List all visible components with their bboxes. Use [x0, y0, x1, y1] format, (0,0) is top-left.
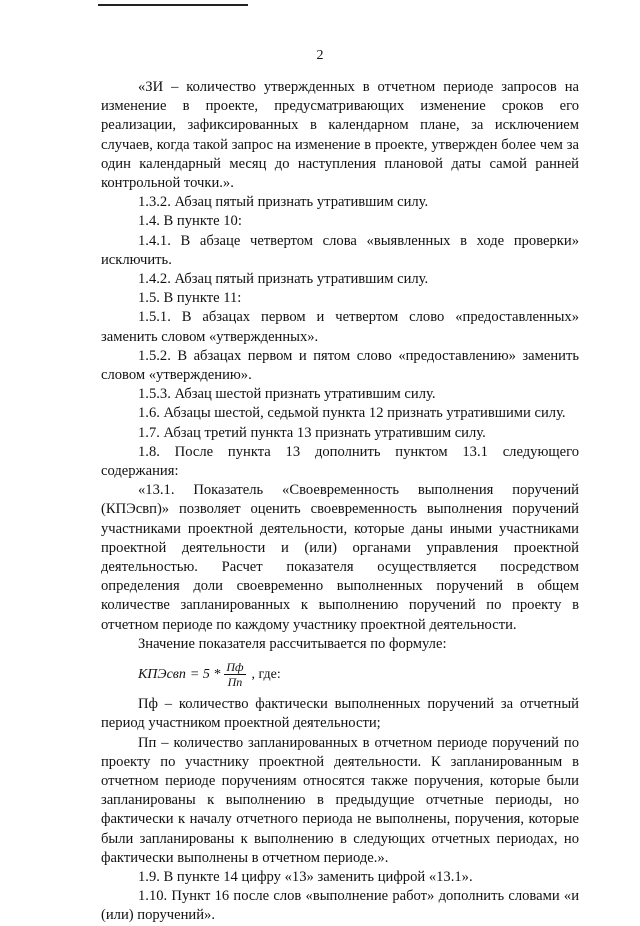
paragraph-1-5: 1.5. В пункте 11: — [138, 290, 242, 307]
paragraph-1-8: 1.8. После пункта 13 дополнить пунктом 13.1 следующего содержания: — [101, 443, 579, 480]
paragraph-1-4: 1.4. В пункте 10: — [138, 213, 242, 230]
paragraph-pp-definition: Пп – количество запланированных в отчетном периоде поручений по проекту по участнику проектной деятельности. К запланированным в отчетном периоде поручениям относятся также поручения, которые были запланированы к выполнению в предыдущие отчетные периоды, но фактически к началу отчетного периода не выполнены, поручения, которые были запланированы к выполнению в следующих отчетных периодах, но фактически выполнены в отчетном периоде.». — [101, 734, 579, 866]
paragraph-1-9: 1.9. В пункте 14 цифру «13» заменить цифрой «13.1». — [138, 868, 473, 885]
page-number: 2 — [316, 48, 324, 63]
paragraph-13-1: «13.1. Показатель «Своевременность выполнения поручений (КПЭсвп)» позволяет оценить своевременность выполнения поручений участниками проектной деятельности, которые даны иными участниками проектной деятельности и (или) органами управления проектной деятельностью. Расчет показателя осуществляется посредством определения доли своевременно выполненных поручений в общем количестве запланированных к выполнению поручений по проекту в отчетном периоде по каждому участнику проектной деятельности. — [101, 482, 579, 633]
paragraph-1-5-1: 1.5.1. В абзацах первом и четвертом слово «предоставленных» заменить словом «утвержденных». — [101, 309, 579, 345]
paragraph-1-5-2: 1.5.2. В абзацах первом и пятом слово «предоставлению» заменить словом «утверждению». — [101, 347, 579, 384]
paragraph-1-3-2: 1.3.2. Абзац пятый признать утратившим силу. — [138, 194, 429, 211]
paragraph-zi-definition: «ЗИ – количество утвержденных в отчетном периоде запросов на изменение в проекте, предусматривающих изменение сроков его реализации, зафиксированных в календарном плане, за исключением случаев, когда такой запрос на изменение в проекте, утвержден более чем за один календарный месяц до наступления плановой даты самой ранней контрольной точки.». — [101, 79, 579, 192]
formula-lhs: КПЭсвп — [138, 666, 186, 682]
paragraph-1-7: 1.7. Абзац третий пункта 13 признать утратившим силу. — [138, 424, 486, 441]
formula-eq: = 5 * — [189, 666, 221, 682]
paragraph-1-4-2: 1.4.2. Абзац пятый признать утратившим силу. — [138, 271, 429, 288]
paragraph-1-4-1: 1.4.1. В абзаце четвертом слова «выявленных в ходе проверки» исключить. — [101, 232, 579, 268]
paragraph-pf-definition: Пф – количество фактически выполненных поручений за отчетный период участником проектной деятельности; — [101, 696, 579, 732]
paragraph-1-5-3: 1.5.3. Абзац шестой признать утратившим силу. — [138, 386, 436, 403]
paragraph-1-10: 1.10. Пункт 16 после слов «выполнение работ» дополнить словами «и (или) поручений». — [101, 888, 579, 924]
scan-artifact-bar — [98, 4, 248, 6]
document-body — [101, 78, 579, 926]
formula — [138, 660, 579, 689]
paragraph-1-6: 1.6. Абзацы шестой, седьмой пункта 12 признать утратившими силу. — [138, 405, 566, 422]
paragraph-formula-intro: Значение показателя рассчитывается по формуле: — [138, 635, 447, 652]
formula-fraction — [224, 660, 245, 689]
formula-tail: , где: — [251, 666, 281, 682]
formula-denominator: Пп — [227, 675, 243, 690]
formula-numerator: Пф — [226, 660, 244, 675]
